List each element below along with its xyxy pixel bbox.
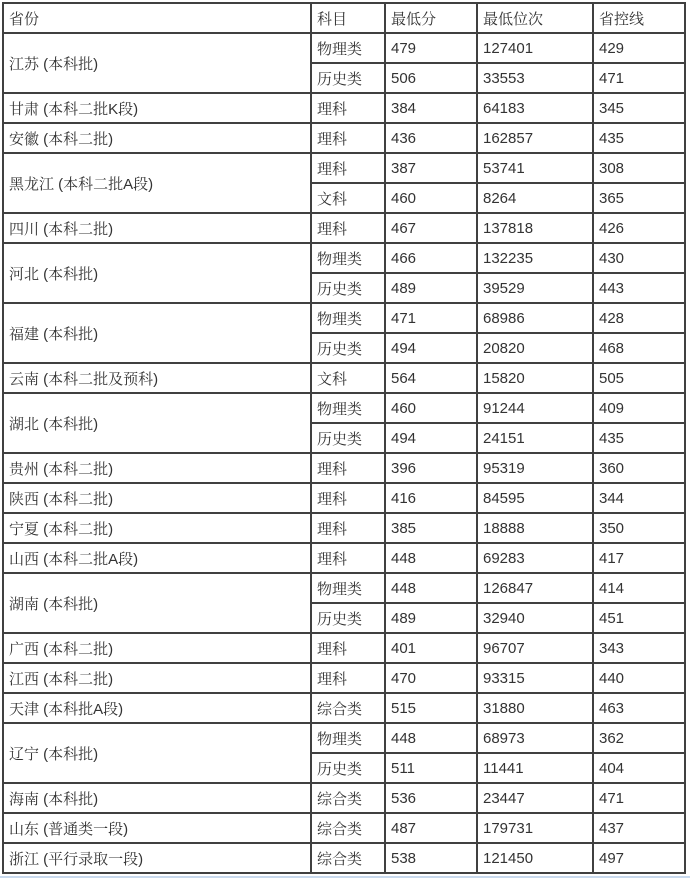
min-score-cell: 494 <box>385 423 477 453</box>
header-cell-control-line: 省控线 <box>593 3 685 33</box>
min-score-cell: 460 <box>385 183 477 213</box>
control-line-cell: 404 <box>593 753 685 783</box>
province-cell: 海南 (本科批) <box>3 783 311 813</box>
min-score-cell: 470 <box>385 663 477 693</box>
control-line-cell: 451 <box>593 603 685 633</box>
control-line-cell: 443 <box>593 273 685 303</box>
min-rank-cell: 32940 <box>477 603 593 633</box>
subject-cell: 物理类 <box>311 393 385 423</box>
table-row <box>3 723 685 753</box>
control-line-cell: 362 <box>593 723 685 753</box>
control-line-cell: 471 <box>593 63 685 93</box>
min-rank-cell: 68986 <box>477 303 593 333</box>
min-score-cell: 384 <box>385 93 477 123</box>
subject-cell: 理科 <box>311 213 385 243</box>
header-cell-subject: 科目 <box>311 3 385 33</box>
min-rank-cell: 126847 <box>477 573 593 603</box>
table-row <box>3 543 685 573</box>
min-rank-cell: 93315 <box>477 663 593 693</box>
table-row <box>3 453 685 483</box>
min-rank-cell: 18888 <box>477 513 593 543</box>
control-line-cell: 435 <box>593 123 685 153</box>
control-line-cell: 345 <box>593 93 685 123</box>
header-cell-min-score: 最低分 <box>385 3 477 33</box>
control-line-cell: 360 <box>593 453 685 483</box>
table-row <box>3 813 685 843</box>
min-score-cell: 396 <box>385 453 477 483</box>
min-rank-cell: 39529 <box>477 273 593 303</box>
subject-cell: 历史类 <box>311 603 385 633</box>
min-rank-cell: 64183 <box>477 93 593 123</box>
control-line-cell: 429 <box>593 33 685 63</box>
control-line-cell: 463 <box>593 693 685 723</box>
subject-cell: 综合类 <box>311 813 385 843</box>
subject-cell: 历史类 <box>311 333 385 363</box>
min-score-cell: 401 <box>385 633 477 663</box>
control-line-cell: 365 <box>593 183 685 213</box>
table-row <box>3 633 685 663</box>
control-line-cell: 417 <box>593 543 685 573</box>
subject-cell: 文科 <box>311 363 385 393</box>
subject-cell: 文科 <box>311 183 385 213</box>
min-score-cell: 448 <box>385 723 477 753</box>
table-row <box>3 363 685 393</box>
subject-cell: 理科 <box>311 663 385 693</box>
table-row <box>3 393 685 423</box>
control-line-cell: 505 <box>593 363 685 393</box>
control-line-cell: 308 <box>593 153 685 183</box>
subject-cell: 理科 <box>311 153 385 183</box>
table-row <box>3 843 685 873</box>
table-row <box>3 483 685 513</box>
control-line-cell: 435 <box>593 423 685 453</box>
min-rank-cell: 96707 <box>477 633 593 663</box>
subject-cell: 综合类 <box>311 693 385 723</box>
table-row <box>3 243 685 273</box>
subject-cell: 理科 <box>311 513 385 543</box>
table-row <box>3 303 685 333</box>
table-header <box>3 3 685 33</box>
table-row <box>3 33 685 63</box>
min-rank-cell: 20820 <box>477 333 593 363</box>
min-score-cell: 511 <box>385 753 477 783</box>
control-line-cell: 343 <box>593 633 685 663</box>
subject-cell: 理科 <box>311 453 385 483</box>
min-score-cell: 506 <box>385 63 477 93</box>
min-score-cell: 467 <box>385 213 477 243</box>
min-score-cell: 387 <box>385 153 477 183</box>
province-cell: 福建 (本科批) <box>3 303 311 363</box>
control-line-cell: 428 <box>593 303 685 333</box>
subject-cell: 历史类 <box>311 753 385 783</box>
admission-scores-table <box>2 2 686 874</box>
min-score-cell: 494 <box>385 333 477 363</box>
subject-cell: 理科 <box>311 483 385 513</box>
min-rank-cell: 53741 <box>477 153 593 183</box>
min-rank-cell: 162857 <box>477 123 593 153</box>
min-rank-cell: 8264 <box>477 183 593 213</box>
province-cell: 江西 (本科二批) <box>3 663 311 693</box>
table-body <box>3 33 685 873</box>
control-line-cell: 426 <box>593 213 685 243</box>
province-cell: 山西 (本科二批A段) <box>3 543 311 573</box>
min-score-cell: 564 <box>385 363 477 393</box>
min-rank-cell: 31880 <box>477 693 593 723</box>
min-score-cell: 460 <box>385 393 477 423</box>
subject-cell: 物理类 <box>311 243 385 273</box>
min-score-cell: 536 <box>385 783 477 813</box>
subject-cell: 理科 <box>311 633 385 663</box>
control-line-cell: 350 <box>593 513 685 543</box>
table-row <box>3 663 685 693</box>
min-rank-cell: 69283 <box>477 543 593 573</box>
province-cell: 甘肃 (本科二批K段) <box>3 93 311 123</box>
min-score-cell: 487 <box>385 813 477 843</box>
control-line-cell: 471 <box>593 783 685 813</box>
table-row <box>3 153 685 183</box>
province-cell: 广西 (本科二批) <box>3 633 311 663</box>
subject-cell: 物理类 <box>311 303 385 333</box>
province-cell: 湖南 (本科批) <box>3 573 311 633</box>
min-rank-cell: 23447 <box>477 783 593 813</box>
min-rank-cell: 121450 <box>477 843 593 873</box>
province-cell: 陕西 (本科二批) <box>3 483 311 513</box>
province-cell: 江苏 (本科批) <box>3 33 311 93</box>
province-cell: 山东 (普通类一段) <box>3 813 311 843</box>
control-line-cell: 440 <box>593 663 685 693</box>
subject-cell: 历史类 <box>311 63 385 93</box>
min-rank-cell: 127401 <box>477 33 593 63</box>
province-cell: 黑龙江 (本科二批A段) <box>3 153 311 213</box>
control-line-cell: 344 <box>593 483 685 513</box>
subject-cell: 历史类 <box>311 273 385 303</box>
subject-cell: 理科 <box>311 543 385 573</box>
province-cell: 浙江 (平行录取一段) <box>3 843 311 873</box>
min-score-cell: 515 <box>385 693 477 723</box>
min-score-cell: 448 <box>385 573 477 603</box>
table-row <box>3 513 685 543</box>
header-cell-province: 省份 <box>3 3 311 33</box>
min-rank-cell: 24151 <box>477 423 593 453</box>
min-score-cell: 489 <box>385 603 477 633</box>
province-cell: 贵州 (本科二批) <box>3 453 311 483</box>
min-rank-cell: 91244 <box>477 393 593 423</box>
min-rank-cell: 95319 <box>477 453 593 483</box>
min-score-cell: 416 <box>385 483 477 513</box>
table-row <box>3 93 685 123</box>
province-cell: 天津 (本科批A段) <box>3 693 311 723</box>
min-score-cell: 448 <box>385 543 477 573</box>
min-score-cell: 385 <box>385 513 477 543</box>
control-line-cell: 430 <box>593 243 685 273</box>
header-cell-min-rank: 最低位次 <box>477 3 593 33</box>
table-row <box>3 213 685 243</box>
min-score-cell: 479 <box>385 33 477 63</box>
table-row <box>3 693 685 723</box>
table-row <box>3 123 685 153</box>
province-cell: 宁夏 (本科二批) <box>3 513 311 543</box>
min-score-cell: 436 <box>385 123 477 153</box>
province-cell: 湖北 (本科批) <box>3 393 311 453</box>
min-rank-cell: 33553 <box>477 63 593 93</box>
subject-cell: 理科 <box>311 93 385 123</box>
min-score-cell: 471 <box>385 303 477 333</box>
subject-cell: 历史类 <box>311 423 385 453</box>
min-rank-cell: 11441 <box>477 753 593 783</box>
subject-cell: 物理类 <box>311 723 385 753</box>
min-rank-cell: 68973 <box>477 723 593 753</box>
min-score-cell: 489 <box>385 273 477 303</box>
min-score-cell: 466 <box>385 243 477 273</box>
min-rank-cell: 84595 <box>477 483 593 513</box>
province-cell: 四川 (本科二批) <box>3 213 311 243</box>
province-cell: 安徽 (本科二批) <box>3 123 311 153</box>
min-rank-cell: 179731 <box>477 813 593 843</box>
min-rank-cell: 137818 <box>477 213 593 243</box>
min-score-cell: 538 <box>385 843 477 873</box>
table-row <box>3 573 685 603</box>
header-row <box>3 3 685 33</box>
control-line-cell: 468 <box>593 333 685 363</box>
province-cell: 云南 (本科二批及预科) <box>3 363 311 393</box>
min-rank-cell: 132235 <box>477 243 593 273</box>
control-line-cell: 409 <box>593 393 685 423</box>
min-rank-cell: 15820 <box>477 363 593 393</box>
subject-cell: 综合类 <box>311 843 385 873</box>
province-cell: 辽宁 (本科批) <box>3 723 311 783</box>
province-cell: 河北 (本科批) <box>3 243 311 303</box>
control-line-cell: 414 <box>593 573 685 603</box>
control-line-cell: 437 <box>593 813 685 843</box>
table-row <box>3 783 685 813</box>
subject-cell: 理科 <box>311 123 385 153</box>
control-line-cell: 497 <box>593 843 685 873</box>
subject-cell: 综合类 <box>311 783 385 813</box>
subject-cell: 物理类 <box>311 33 385 63</box>
subject-cell: 物理类 <box>311 573 385 603</box>
